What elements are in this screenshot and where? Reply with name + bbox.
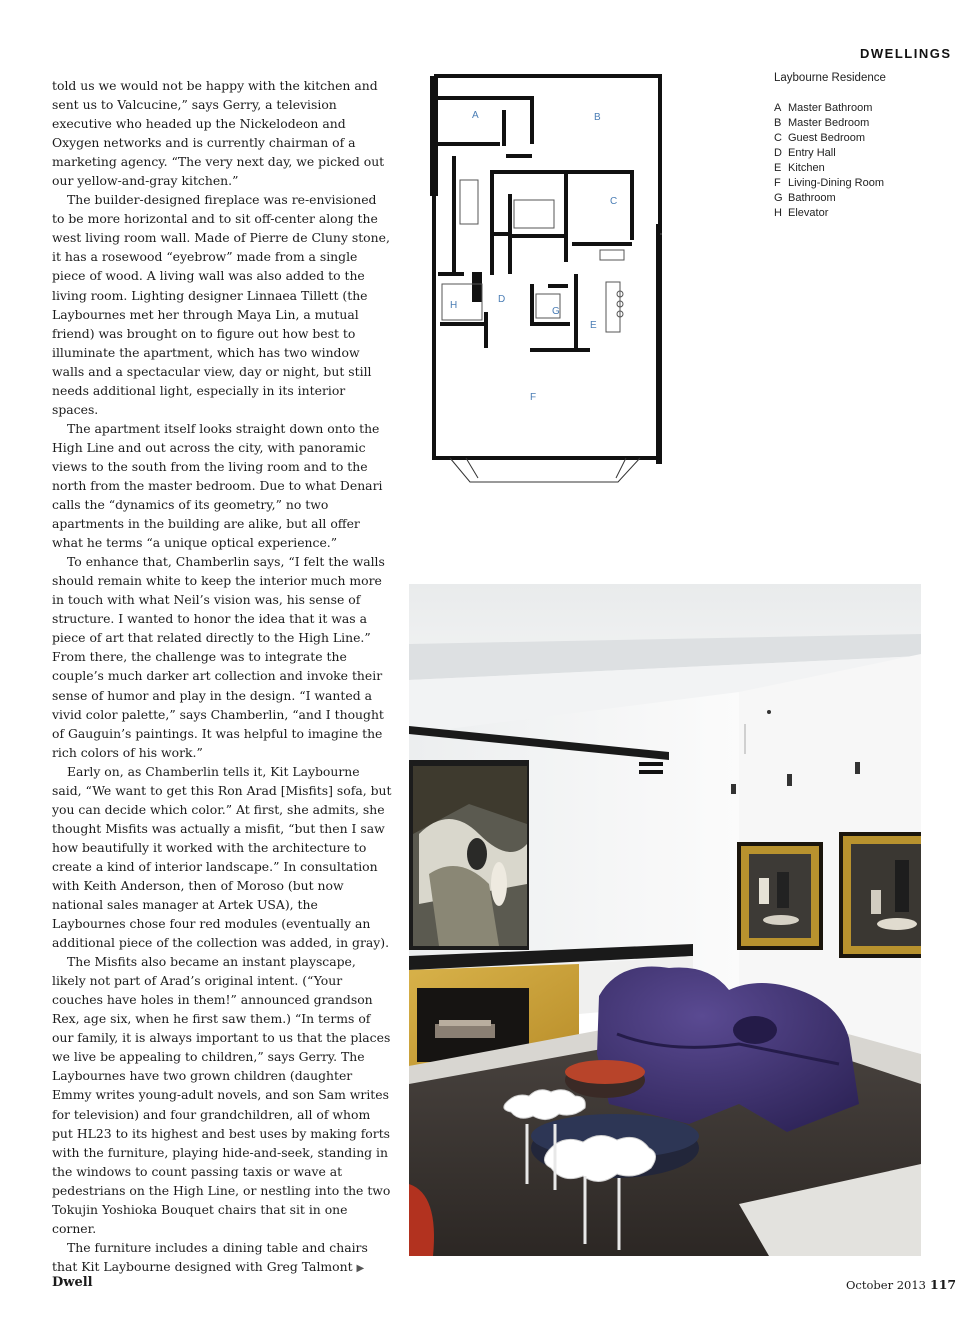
article-paragraph: Early on, as Chamberlin tells it, Kit Laybourne said, “We want to get this Ron Arad [Misfits] sofa, but you can decide which color.” At first, she admits, she thought Misfits was actually a misfit, “but then I saw how beautifully it worked with the architecture to create a kind of interior landscape.” In consultation with Keith Anderson, then of Moroso (but now national sales manager at Artek USA), the Laybournes chose four red modules (eventually an additional piece of the collection was added, in gray). [52, 763, 392, 951]
legend-item: F Living-Dining Room [774, 177, 884, 189]
legend-item: A Master Bathroom [774, 102, 873, 114]
article-paragraph: The furniture includes a dining table and chairs that Kit Laybourne designed with Greg Talmont [52, 1239, 368, 1274]
magazine-brand: Dwell [52, 1275, 93, 1290]
plan-label-b: B [594, 112, 601, 123]
plan-label-c: C [610, 196, 618, 207]
article-paragraph: The apartment itself looks straight down onto the High Line and out across the city, with panoramic views to the south from the living room and to the north from the master bedroom. Due to what Denari calls the “dynamics of its geometry,” no two apartments in the building are alike, but all offer what he terms “a unique optical experience.” [52, 420, 383, 551]
legend-item: H Elevator [774, 207, 829, 219]
article-paragraph: The builder-designed fireplace was re-envisioned to be more horizontal and to sit off-center along the west living room wall. Made of Pierre de Cluny stone, it has a rosewood “eyebrow” made from a single piece of wood. A living wall was also added to the living room. Lighting designer Linnaea Tillett (the Laybournes met her through Maya Lin, a mutual friend) was brought on to figure out how best to illuminate the apartment, which has two window walls and a spectacular view, day or night, but still needs additional light, especially in its interior spaces. [52, 192, 390, 417]
article-paragraph: The Misfits also became an instant playscape, likely not part of Arad’s original intent. (“Your couches have holes in them!” announced grandson Rex, age six, when he first saw them.) “In terms of our family, it is always important to us that the places we live be appealing to children,” says Gerry. The Laybournes have two grown children (daughter Emmy writes young-adult novels, and son Sam writes for television) and four grandchildren, all of whom put HL23 to its highest and best uses by making forts with the furniture, playing hide-and-seek, standing in the windows to count passing taxis or wave at pedestrians on the High Line, or nestling into the two Tokujin Yoshioka Bouquet chairs that sit in one corner. [52, 954, 391, 1236]
section-tag: DWELLINGS [860, 46, 952, 61]
article-paragraph-last [52, 1238, 392, 1278]
article-paragraph: told us we would not be happy with the kitchen and sent us to Valcucine,” says Gerry, a television executive who headed up the Nickelodeon and Oxygen networks and is currently chairman of a marketing agency. “The very next day, we picked out our yellow-and-gray kitchen.” [52, 78, 385, 189]
folio [846, 1277, 956, 1292]
continue-arrow-icon: ▶ [356, 1262, 365, 1274]
plan-label-f: F [530, 392, 537, 403]
legend-item: G Bathroom [774, 192, 836, 204]
article-paragraph: To enhance that, Chamberlin says, “I felt the walls should remain white to keep the interior much more in touch with what Neil’s vision was, his sense of structure. I wanted to honor the idea that it was a piece of art that related directly to the High Line.” From there, the challenge was to integrate the couple’s much darker art collection and invoke their sense of humor and play in the design. “I wanted a vivid color palette,” says Chamberlin, “and I thought of Gauguin’s paintings. It was helpful to imagine the rich colors of his work.” [52, 554, 385, 760]
plan-label-e: E [590, 320, 597, 331]
issue-date: October 2013 [846, 1278, 927, 1292]
page-number: 117 [930, 1277, 957, 1292]
legend-item: D Entry Hall [774, 147, 836, 159]
legend-item: E Kitchen [774, 162, 825, 174]
floor-plan [430, 74, 662, 488]
plan-label-d: D [498, 294, 506, 305]
living-room-photo [409, 584, 921, 1256]
plan-label-h: H [450, 300, 458, 311]
article-body [52, 76, 392, 1278]
legend-item: B Master Bedroom [774, 117, 870, 129]
legend-title: Laybourne Residence [774, 72, 886, 84]
legend-item: C Guest Bedroom [774, 132, 866, 144]
plan-label-g: G [552, 306, 560, 317]
plan-label-a: A [472, 110, 479, 121]
plan-legend [774, 72, 964, 221]
